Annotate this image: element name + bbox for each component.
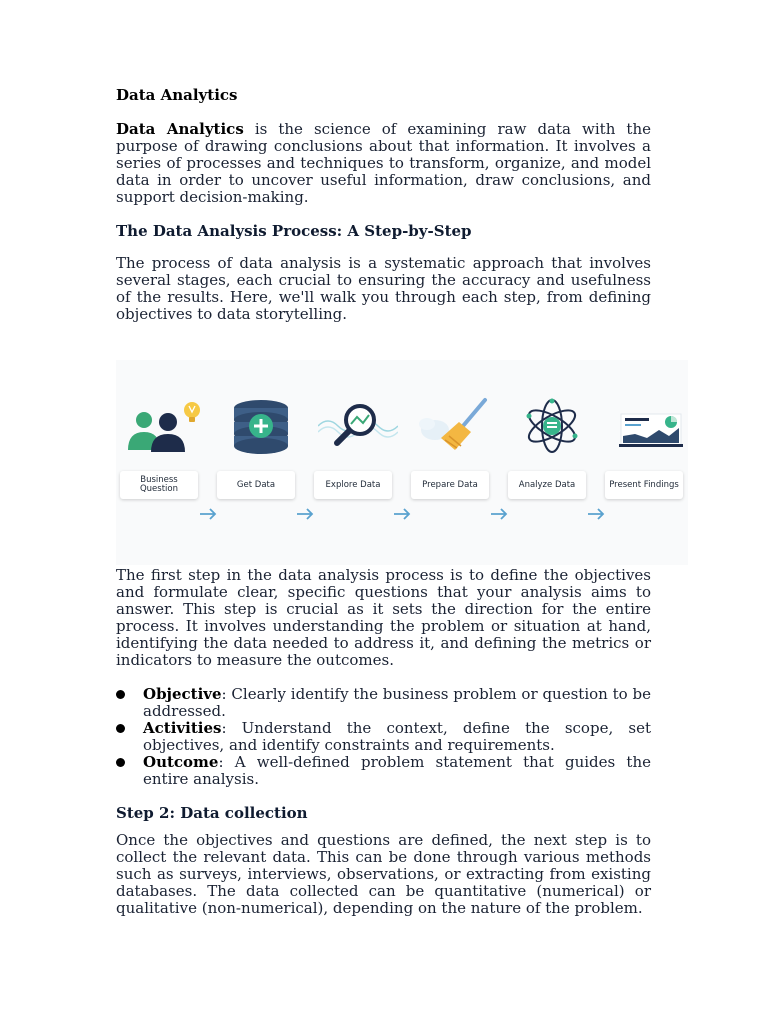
step2-heading: Step 2: Data collection: [116, 804, 308, 822]
arrow-right-icon: [586, 507, 606, 521]
step-present-findings: [601, 360, 697, 565]
bullet-text: : Clearly identify the business problem or question to be addressed.: [143, 685, 651, 720]
step-label: Explore Data: [314, 471, 392, 499]
step-analyze-data: [504, 360, 600, 565]
process-heading: The Data Analysis Process: A Step-by-Step: [116, 222, 472, 240]
bullet-text: : A well-defined problem statement that guides the entire analysis.: [143, 753, 651, 788]
step-explore-data: [310, 360, 406, 565]
step-label: Present Findings: [605, 471, 683, 499]
step-prepare-data: [407, 360, 503, 565]
people-lightbulb-icon: [124, 396, 204, 456]
database-add-icon: [221, 396, 301, 456]
intro-paragraph: [116, 121, 651, 206]
step1-paragraph: The first step in the data analysis process is to define the objectives and formulate clear, specific questions that your analysis aims to answer. This step is crucial as it sets the direction for the entire process. It involves understanding the problem or situation at hand, identifying the data needed to address it, and defining the metrics or indicators to measure the outcomes.: [116, 566, 651, 669]
bullet-label: Activities: [143, 719, 222, 737]
process-paragraph: The process of data analysis is a systematic approach that involves several stages, each crucial to ensuring the accuracy and usefulness of the results. Here, we'll walk you through each step, from defining objectives to data storytelling.: [116, 254, 651, 323]
document-title: Data Analytics: [116, 86, 238, 104]
arrow-right-icon: [198, 507, 218, 521]
arrow-right-icon: [295, 507, 315, 521]
step-business-question: [116, 360, 212, 565]
list-item: [116, 720, 651, 754]
bullet-label: Objective: [143, 685, 222, 703]
step-label: Business Question: [120, 471, 198, 499]
broom-icon: [415, 396, 495, 456]
bullet-label: Outcome: [143, 753, 219, 771]
bullet-text: : Understand the context, define the scope, set objectives, and identify constraints and requirements.: [143, 719, 651, 754]
process-figure: [116, 360, 688, 565]
list-item: [116, 754, 651, 788]
magnifier-wave-icon: [318, 396, 398, 456]
intro-text: is the science of examining raw data with the purpose of drawing conclusions about that information. It involves a series of processes and techniques to transform, organize, and model data in order to uncover useful information, draw conclusions, and support decision-making.: [116, 120, 651, 206]
arrow-right-icon: [392, 507, 412, 521]
dashboard-icon: [609, 396, 689, 456]
step1-bullet-list: [116, 686, 651, 788]
step2-paragraph: Once the objectives and questions are defined, the next step is to collect the relevant data. This can be done through various methods such as surveys, interviews, observations, or extracting from existing databases. The data collected can be quantitative (numerical) or qualitative (non-numerical), depending on the nature of the problem.: [116, 831, 651, 917]
step-get-data: [213, 360, 309, 565]
intro-lead: Data Analytics: [116, 120, 244, 138]
step-label: Prepare Data: [411, 471, 489, 499]
step-label: Get Data: [217, 471, 295, 499]
step-label: Analyze Data: [508, 471, 586, 499]
list-item: [116, 686, 651, 720]
arrow-right-icon: [489, 507, 509, 521]
atom-chart-icon: [512, 396, 592, 456]
